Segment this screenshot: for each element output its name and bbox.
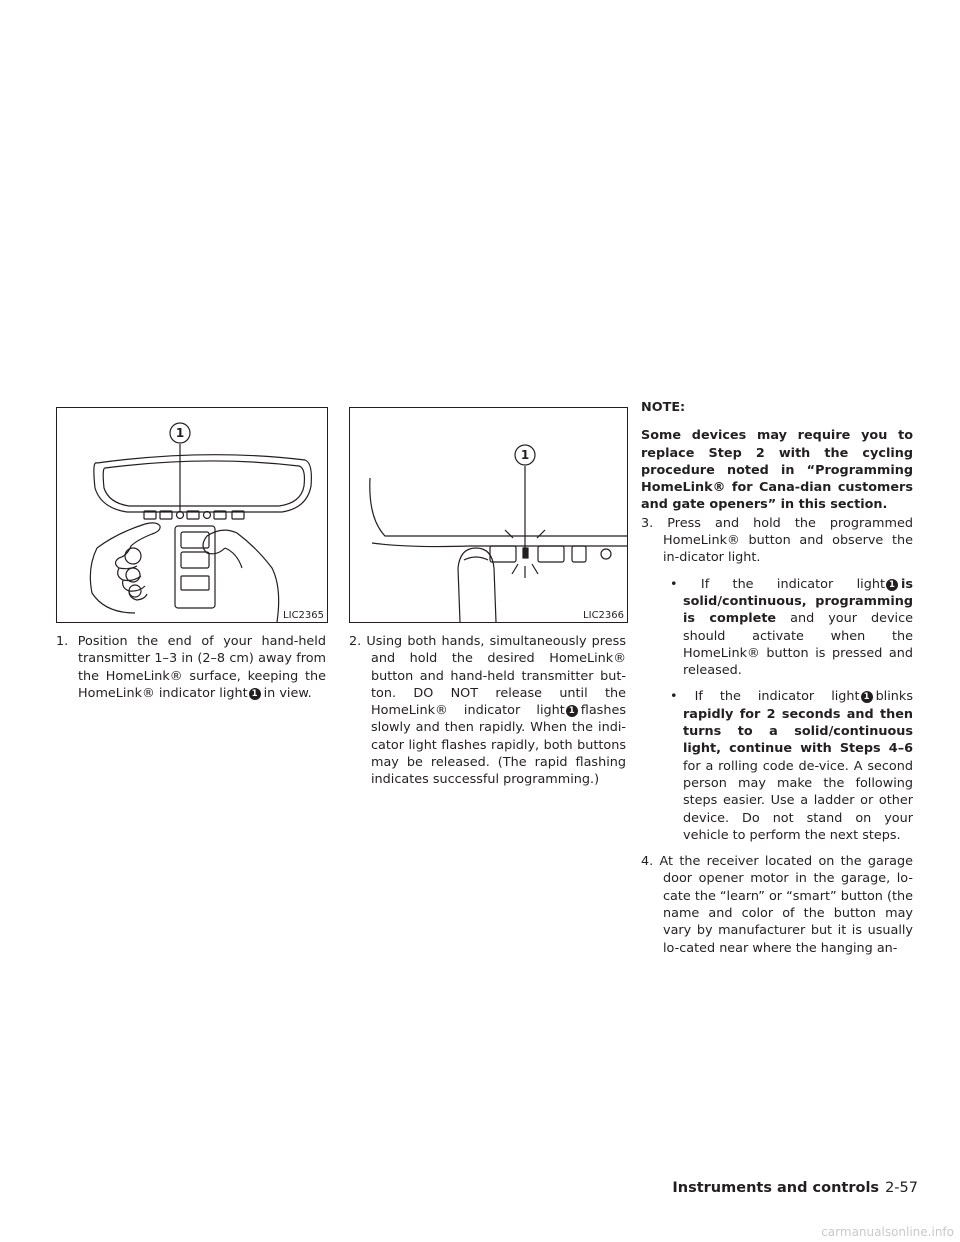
watermark: carmanualsonline.info: [821, 1225, 954, 1239]
figure-mirror-button-press: [349, 407, 628, 623]
indicator-callout-icon: 1: [886, 579, 898, 591]
note-text: Some devices may require you to replace Step 2 with the cycling procedure noted in “Programming HomeLink® for Cana-dian customers and gate openers” in this section.: [641, 428, 913, 513]
step-1: 1. Position the end of your hand-held transmitter 1–3 in (2–8 cm) away from the HomeLink® surface, keeping the HomeLink® indicator light 1 in view.: [56, 634, 326, 701]
indicator-callout-icon: 1: [249, 688, 261, 700]
column-right: [641, 399, 913, 957]
figure-code: LIC2365: [283, 610, 324, 621]
step-number: 4.: [641, 854, 654, 870]
section-title: Instruments and controls: [672, 1180, 880, 1196]
column-left: [56, 633, 326, 702]
bullet-solid-light: • If the indicator light 1 is solid/continuous, programming is complete and your device should activate when the HomeLink® button is pressed and released.: [670, 576, 913, 679]
note-label: NOTE:: [641, 400, 686, 415]
figure1-callout: 1: [175, 426, 185, 440]
step-number: 3.: [641, 515, 654, 531]
bullet-blinking-light: • If the indicator light 1 blinks rapidly for 2 seconds and then turns to a solid/continuous light, continue with Steps 4–6 for a rolling code de-vice. A second person may make the following steps easier. Use a ladder or other device. Do not stand on your vehicle to perform the next steps.: [670, 689, 913, 843]
page-footer: [672, 1180, 918, 1196]
mirror-press-illustration: [350, 408, 627, 622]
mirror-transmitter-illustration: [57, 408, 327, 622]
step-4: 4. At the receiver located on the garage door opener motor in the garage, lo-cate the “learn” or “smart” button (the name and color of the button may vary by manufacturer but it is usually lo-cated near where the hanging an-: [641, 854, 913, 956]
column-middle: [349, 633, 626, 789]
step-number: 1.: [56, 634, 69, 649]
step-3: 3. Press and hold the programmed HomeLink® button and observe the in-dicator light.: [641, 515, 913, 566]
step-number: 2.: [349, 634, 362, 649]
page-number: 2-57: [885, 1180, 918, 1196]
step-2: 2. Using both hands, simultaneously press and hold the desired HomeLink® button and hand-held transmitter but-ton. DO NOT release until the HomeLink® indicator light 1 flashes slowly and then rapidly. When the indi-cator light flashes rapidly, both buttons may be released. (The rapid flashing indicates successful programming.): [349, 634, 626, 788]
figure-mirror-transmitter: [56, 407, 328, 623]
indicator-callout-icon: 1: [566, 705, 578, 717]
figure-code: LIC2366: [583, 610, 624, 621]
indicator-callout-icon: 1: [861, 691, 873, 703]
figure2-callout: 1: [520, 448, 530, 462]
